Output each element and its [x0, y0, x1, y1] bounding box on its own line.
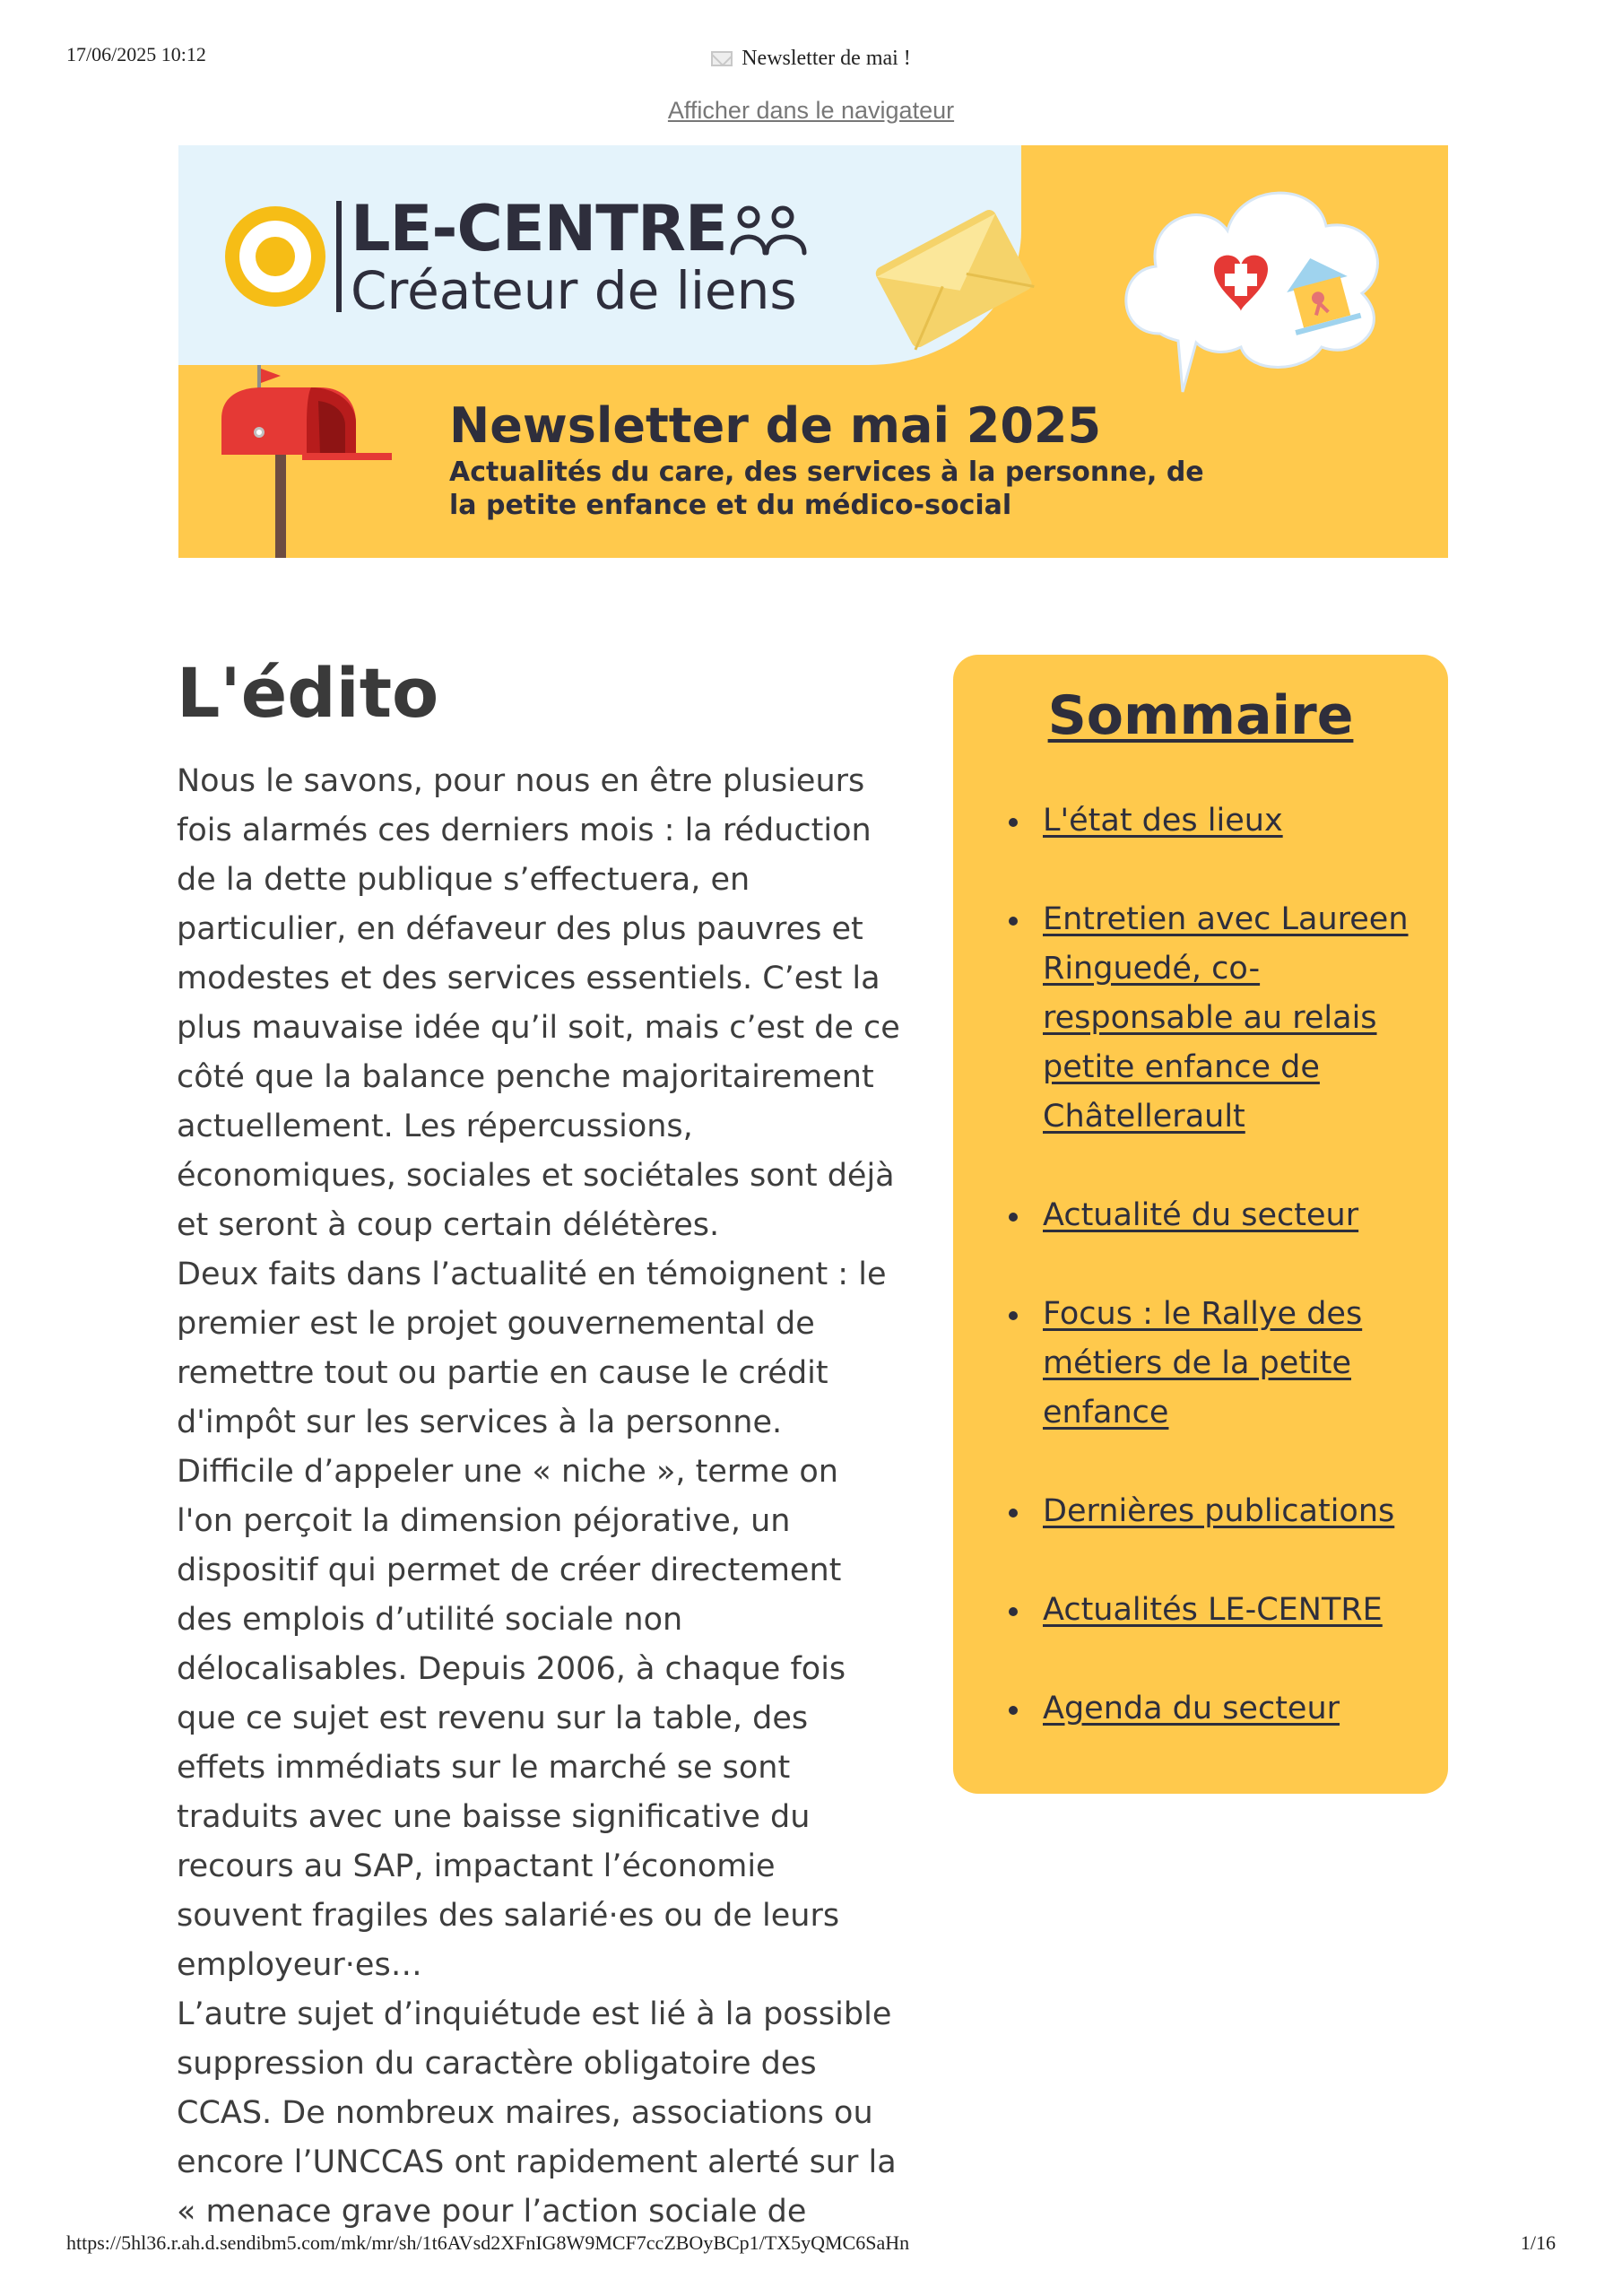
sommaire-link-publications[interactable]: Dernières publications	[1043, 1493, 1395, 1529]
sommaire-link-actualites-le-centre[interactable]: Actualités LE-CENTRE	[1043, 1592, 1383, 1628]
print-datetime: 17/06/2025 10:12	[66, 43, 206, 65]
sommaire-item	[1043, 1586, 1421, 1635]
sommaire-link-etat-des-lieux[interactable]: L'état des lieux	[1043, 803, 1283, 839]
sommaire-item	[1043, 1684, 1421, 1734]
target-logo-icon	[225, 206, 325, 307]
newsletter-banner	[178, 145, 1448, 558]
sommaire-link-agenda[interactable]: Agenda du secteur	[1043, 1691, 1340, 1726]
envelope-illustration-icon	[869, 208, 1035, 352]
sommaire-item	[1043, 1290, 1421, 1438]
newsletter-title: Newsletter de mai 2025	[449, 397, 1102, 454]
sommaire-box	[953, 655, 1448, 1794]
mailbox-icon	[221, 365, 401, 558]
print-footer-url: https://5hl36.r.ah.d.sendibm5.com/mk/mr/sh/1t6AVsd2XFnIG8W9MCF7ccZBOyBCp1/TX5yQMC6SaHn	[66, 2231, 910, 2254]
view-in-browser-link[interactable]: Afficher dans le navigateur	[667, 97, 955, 124]
sommaire-item	[1043, 1487, 1421, 1536]
newsletter-subtitle: Actualités du care, des services à la personne, de la petite enfance et du médico-social	[449, 457, 1204, 521]
sommaire-item	[1043, 796, 1421, 846]
print-header-title	[0, 47, 1622, 71]
sommaire-title: Sommaire	[1047, 684, 1354, 747]
envelope-icon	[711, 51, 733, 66]
sommaire-link-entretien[interactable]: Entretien avec Laureen Ringuedé, co-responsable au relais petite enfance de Châtellerault	[1043, 901, 1409, 1135]
edito-paragraph: Deux faits dans l’actualité en témoignent : le premier est le projet gouvernemental de remettre tout ou partie en cause le crédit d'impôt sur les services à la personne. Difficile d’appeler une « niche », terme on l'on perçoit la dimension péjorative, un dispositif qui permet de créer directement des emplois d’utilité sociale non délocalisables. Depuis 2006, à chaque fois que ce sujet est revenu sur la table, des effets immédiats sur le marché se sont traduits avec une baisse significative du recours au SAP, impactant l’économie souvent fragiles des salarié·es ou de leurs employeur·es…	[177, 1257, 887, 1983]
edito-paragraph: L’autre sujet d’inquiétude est lié à la possible suppression du caractère obligatoire des CCAS. De nombreux maires, associations ou encore l’UNCCAS ont rapidement alerté sur la « menace grave pour l’action sociale de	[177, 1996, 897, 2230]
brand-tagline: Créateur de liens	[351, 260, 797, 321]
people-icon	[727, 204, 810, 258]
sommaire-link-actualite-secteur[interactable]: Actualité du secteur	[1043, 1197, 1359, 1233]
logo-divider	[336, 201, 342, 312]
sommaire-list	[953, 796, 1448, 1734]
print-page-number: 1/16	[1520, 2231, 1556, 2254]
sommaire-item	[1043, 1191, 1421, 1240]
edito-paragraph: Nous le savons, pour nous en être plusieurs fois alarmés ces derniers mois : la réduction de la dette publique s’effectuera, en particulier, en défaveur des plus pauvres et modestes et des services essentiels. C’est la plus mauvaise idée qu’il soit, mais c’est de ce côté que la balance penche majoritairement actuellement. Les répercussions, économiques, sociales et sociétales sont déjà et seront à coup certain délétères.	[177, 763, 900, 1243]
cloud-heart-house-icon	[1106, 163, 1402, 423]
brand-name: LE-CENTRE	[351, 192, 727, 265]
sommaire-item	[1043, 895, 1421, 1142]
edito-body	[177, 757, 903, 2237]
print-title-text: Newsletter de mai !	[742, 47, 911, 70]
edito-title: L'édito	[177, 653, 439, 733]
sommaire-link-focus-rallye[interactable]: Focus : le Rallye des métiers de la petite enfance	[1043, 1296, 1363, 1431]
